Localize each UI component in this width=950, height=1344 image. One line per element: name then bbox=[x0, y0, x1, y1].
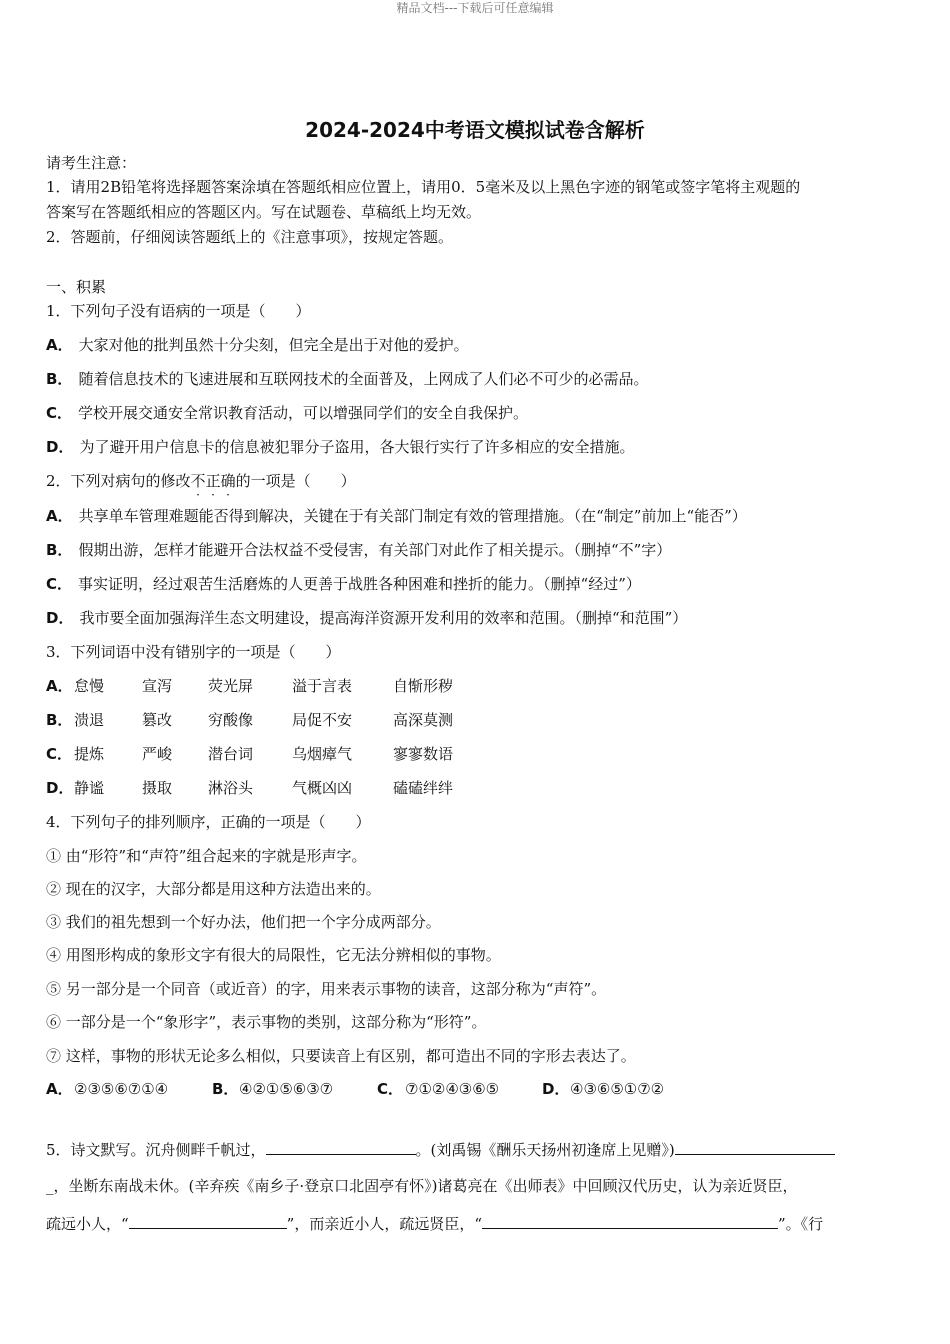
word: 潜台词 bbox=[208, 745, 254, 763]
word: 提炼 bbox=[74, 745, 105, 763]
answer-blank bbox=[675, 1138, 835, 1155]
option-text: 随着信息技术的飞速进展和互联网技术的全面普及，上网成了人们必不可少的必需品。 bbox=[78, 370, 649, 388]
option-label: D． bbox=[46, 779, 74, 797]
word: 宣泻 bbox=[142, 677, 173, 695]
option-label: B． bbox=[46, 711, 73, 729]
word: 怠慢 bbox=[74, 677, 105, 695]
option-label: A． bbox=[46, 1080, 73, 1098]
option-label: A． bbox=[46, 336, 73, 354]
q4-sentence: ④ 用图形构成的象形文字有很大的局限性，它无法分辨相似的事物。 bbox=[46, 946, 501, 964]
q4-sentence: ② 现在的汉字，大部分都是用这种方法造出来的。 bbox=[46, 880, 381, 898]
q4-sentence: ① 由“形符”和“声符”组合起来的字就是形声字。 bbox=[46, 847, 367, 865]
q5-text: 。(刘禹锡《酬乐天扬州初逢席上见赠》) bbox=[415, 1141, 675, 1159]
q5-line-3 bbox=[46, 1212, 902, 1235]
word: 局促不安 bbox=[292, 711, 353, 729]
word: 高深莫测 bbox=[393, 711, 454, 729]
word: 穷酸像 bbox=[208, 711, 254, 729]
notice-item-1a: 1．请用2B铅笔将选择题答案涂填在答题纸相应位置上，请用0．5毫米及以上黑色字迹的钢笔或签字笔将主观题的 bbox=[46, 178, 801, 196]
option-text: 我市要全面加强海洋生态文明建设，提高海洋资源开发利用的效率和范围。（删掉“和范围”） bbox=[79, 609, 688, 627]
q2-option-b bbox=[46, 539, 902, 561]
section-heading: 一、积累 bbox=[46, 278, 107, 296]
option-text: 假期出游，怎样才能避开合法权益不受侵害，有关部门对此作了相关提示。（删掉“不”字） bbox=[78, 541, 672, 559]
q1-option-c bbox=[46, 402, 902, 424]
q4-sentence: ⑤ 另一部分是一个同音（或近音）的字，用来表示事物的读音，这部分称为“声符”。 bbox=[46, 980, 607, 998]
option-label: D． bbox=[46, 438, 74, 456]
option-label: C． bbox=[377, 1080, 404, 1098]
option-text: 大家对他的批判虽然十分尖刻，但完全是出于对他的爱护。 bbox=[78, 336, 469, 354]
q5-text: 疏远小人，“ bbox=[46, 1215, 129, 1233]
option-label: B． bbox=[46, 370, 73, 388]
notice-heading: 请考生注意： bbox=[46, 154, 137, 172]
q1-option-b bbox=[46, 368, 902, 390]
word: 气概凶凶 bbox=[292, 779, 353, 797]
word: 静谧 bbox=[74, 779, 105, 797]
answer-text: ②③⑤⑥⑦①④ bbox=[74, 1080, 169, 1098]
option-label: A． bbox=[46, 677, 73, 695]
q2-option-a bbox=[46, 505, 902, 527]
notice-item-2: 2．答题前，仔细阅读答题纸上的《注意事项》，按规定答题。 bbox=[46, 228, 454, 246]
q2-stem bbox=[46, 470, 902, 492]
answer-blank bbox=[129, 1212, 287, 1229]
word: 磕磕绊绊 bbox=[393, 779, 454, 797]
answer-text: ⑦①②④③⑥⑤ bbox=[405, 1080, 500, 1098]
q1-option-a bbox=[46, 334, 902, 356]
word: 乌烟瘴气 bbox=[292, 745, 353, 763]
emphasis-char: 确 bbox=[220, 472, 236, 490]
q4-stem: 4．下列句子的排列顺序，正确的一项是（ ） bbox=[46, 813, 371, 831]
answer-text: ④②①⑤⑥③⑦ bbox=[239, 1080, 334, 1098]
option-label: C． bbox=[46, 575, 73, 593]
q2-option-d bbox=[46, 607, 902, 629]
word: 摄取 bbox=[142, 779, 173, 797]
word: 荧光屏 bbox=[208, 677, 254, 695]
emphasis-char: 不 bbox=[190, 472, 206, 490]
option-text: 事实证明，经过艰苦生活磨炼的人更善于战胜各种困难和挫折的能力。（删掉“经过”） bbox=[78, 575, 641, 593]
emphasis-char: 正 bbox=[205, 472, 221, 490]
q3-stem: 3．下列词语中没有错别字的一项是（ ） bbox=[46, 643, 341, 661]
q1-option-d bbox=[46, 436, 902, 458]
q5-text: 5．诗文默写。沉舟侧畔千帆过， bbox=[46, 1141, 266, 1159]
q4-sentence: ⑥ 一部分是一个“象形字”，表示事物的类别，这部分称为“形符”。 bbox=[46, 1013, 487, 1031]
word: 严峻 bbox=[142, 745, 173, 763]
word: 淋浴头 bbox=[208, 779, 254, 797]
word: 自惭形秽 bbox=[393, 677, 454, 695]
q4-sentence: ⑦ 这样，事物的形状无论多么相似，只要读音上有区别，都可造出不同的字形去表达了。 bbox=[46, 1047, 636, 1065]
q5-text: ”，而亲近小人，疏远贤臣，“ bbox=[286, 1215, 483, 1233]
word: 篡改 bbox=[142, 711, 173, 729]
page-title: 2024-2024中考语文模拟试卷含解析 bbox=[305, 118, 645, 142]
option-label: C． bbox=[46, 745, 73, 763]
word: 溢于言表 bbox=[292, 677, 353, 695]
q2-stem-end: 的一项是（ ） bbox=[235, 472, 356, 490]
header-note: 精品文档---下载后可任意编辑 bbox=[396, 1, 554, 15]
option-text: 为了避开用户信息卡的信息被犯罪分子盗用，各大银行实行了许多相应的安全措施。 bbox=[79, 438, 635, 456]
option-label: B． bbox=[212, 1080, 239, 1098]
q5-text: ”。《行 bbox=[778, 1215, 824, 1233]
notice-item-1b: 答案写在答题纸相应的答题区内。写在试题卷、草稿纸上均无效。 bbox=[46, 203, 482, 221]
option-text: 学校开展交通安全常识教育活动，可以增强同学们的安全自我保护。 bbox=[78, 404, 529, 422]
option-label: C． bbox=[46, 404, 73, 422]
q2-stem-start: 2．下列对病句的修改 bbox=[46, 472, 191, 490]
q5-line-1 bbox=[46, 1138, 902, 1161]
option-label: D． bbox=[46, 609, 74, 627]
word: 寥寥数语 bbox=[393, 745, 454, 763]
q5-line-2: _，坐断东南战未休。(辛弃疾《南乡子·登京口北固亭有怀》)诸葛亮在《出师表》中回顾汉代历史，认为亲近贤臣， bbox=[46, 1177, 798, 1195]
q2-option-c bbox=[46, 573, 902, 595]
q1-stem: 1．下列句子没有语病的一项是（ ） bbox=[46, 302, 311, 320]
answer-blank bbox=[482, 1212, 778, 1229]
word: 溃退 bbox=[74, 711, 105, 729]
option-label: D． bbox=[542, 1080, 570, 1098]
option-label: A． bbox=[46, 507, 73, 525]
option-text: 共享单车管理难题能否得到解决，关键在于有关部门制定有效的管理措施。（在“制定”前加上“能否”） bbox=[78, 507, 747, 525]
q4-sentence: ③ 我们的祖先想到一个好办法，他们把一个字分成两部分。 bbox=[46, 913, 441, 931]
answer-blank bbox=[266, 1138, 416, 1155]
answer-text: ④③⑥⑤①⑦② bbox=[570, 1080, 665, 1098]
option-label: B． bbox=[46, 541, 73, 559]
